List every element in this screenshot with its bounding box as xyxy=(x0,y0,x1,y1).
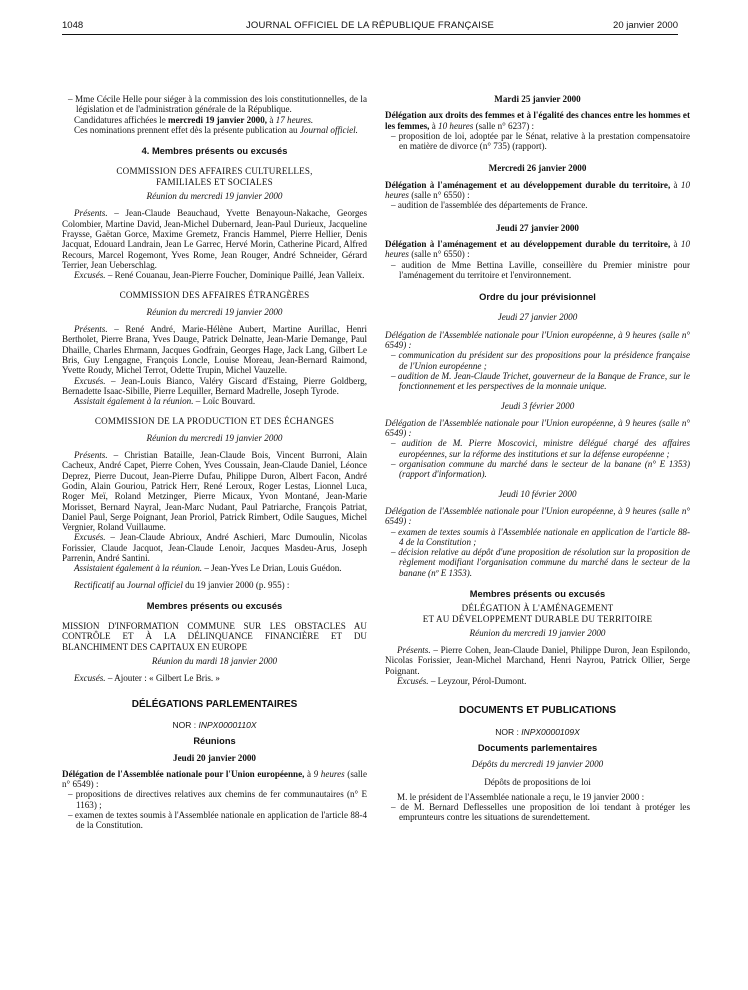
dat1-item: – audition de l'assemblée des départements de France. xyxy=(391,200,588,211)
cae-excuses: Excusés. – Jean-Louis Bianco, Valéry Giscard d'Estaing, Pierre Goldberg, Bernadette Isaac-Sibille, Pierre Lequiller, Bernard Madrelle, Joseph Tyrode. xyxy=(62,375,367,396)
del-ue-item-1: – propositions de directives relatives aux chemins de fer communautaires (n° E 1163) ; xyxy=(68,789,367,810)
od2-heading: Délégation de l'Assemblée nationale pour l'Union européenne, à 9 heures (salle n° 6549) : xyxy=(385,417,690,439)
od2-item-1: – audition de M. Pierre Moscovici, ministre délégué chargé des affaires européennes, sur la réforme des institutions et sur la défense européenne ; xyxy=(391,438,690,459)
cpe-date: Réunion du mercredi 19 janvier 2000 xyxy=(146,432,283,443)
header-rule xyxy=(62,34,678,35)
dat-excuses: Excusés. – Leyzour, Pérol-Dumont. xyxy=(397,676,527,687)
od3-item-1: – examen de textes soumis à l'Assemblée nationale en application de l'article 88-4 de la Constitution ; xyxy=(391,526,690,547)
cae-presents: Présents. – René André, Marie-Hélène Aubert, Martine Aurillac, Henri Bertholet, Pierre Brana, Yves Dauge, Patrick Delnatte, Jean-Marie Demange, Paul Dhaille, Charles Ehrmann, Jacques Godfrain, Georges Hage, Jack Lang, Gilbert Le Bris, Guy Lengagne, François Loncle, Louise Moreau, Jean-Bernard Raimond, Yvette Roudy, Michel Terrot, Odette Trupin, Michel Vauzelle. xyxy=(62,324,367,376)
dat2-item: – audition de Mme Bettina Laville, conseillère du Premier ministre pour l'aménagement du territoire et l'environnement. xyxy=(391,259,690,280)
delegations-heading: DÉLÉGATIONS PARLEMENTAIRES xyxy=(131,698,298,710)
left-column xyxy=(62,94,367,831)
od1-item-1: – communication du président sur des propositions pour la présidence française de l'Union européenne ; xyxy=(391,350,690,371)
mission-date: Réunion du mardi 18 janvier 2000 xyxy=(151,656,278,667)
dat-date: Réunion du mercredi 19 janvier 2000 xyxy=(469,627,606,638)
mardi-25-heading: Mardi 25 janvier 2000 xyxy=(494,94,581,104)
cac-excuses: Excusés. – René Couanau, Jean-Pierre Foucher, Dominique Paillé, Jean Valleix. xyxy=(74,270,365,281)
page-number: 1048 xyxy=(62,20,84,31)
depots-date: Dépôts du mercredi 19 janvier 2000 xyxy=(471,759,604,770)
documents-heading: DOCUMENTS ET PUBLICATIONS xyxy=(458,705,617,717)
nor-reference-right: NOR : INPX0000109X xyxy=(495,726,580,737)
page-header xyxy=(62,20,678,34)
cpe-presents: Présents. – Christian Bataille, Jean-Claude Bois, Vincent Burroni, Alain Cacheux, André Capet, Pierre Cohen, Yves Coussain, Jean-Claude Daniel, Léonce Deprez, Pierre Ducout, Jean-Pierre Dufau, Philippe Duron, Albert Facon, André Godin, Alain Gouriou, Patrick Herr, René Leroux, Roger Lestas, Lionnel Luca, Roger Meï, Roland Metzinger, Pierre Micaux, Yvon Montané, Jean-Marie Morisset, Bernard Nayral, Jean-Marc Nudant, Paul Patriarche, François Patriat, Daniel Paul, Serge Poignant, Jean Proriol, Patrick Rimbert, Odile Saugues, Michel Vergnier, Roland Vuillaume. xyxy=(62,450,367,533)
jeudi-20-heading: Jeudi 20 janvier 2000 xyxy=(173,752,256,763)
cae-title: COMMISSION DES AFFAIRES ÉTRANGÈRES xyxy=(119,290,310,301)
section-heading-members: 4. Membres présents ou excusés xyxy=(141,146,288,157)
nor-reference: NOR : INPX0000110X xyxy=(172,719,257,730)
cac-title: COMMISSION DES AFFAIRES CULTURELLES, FAMILIALES ET SOCIALES xyxy=(116,166,313,187)
cae-date: Réunion du mercredi 19 janvier 2000 xyxy=(146,306,283,317)
dat-title: DÉLÉGATION À L'AMÉNAGEMENT ET AU DÉVELOPPEMENT DURABLE DU TERRITOIRE xyxy=(422,603,653,624)
membres-heading-right: Membres présents ou excusés xyxy=(469,588,606,599)
jeudi-27-heading: Jeudi 27 janvier 2000 xyxy=(496,222,579,233)
intro-candidate: – Mme Cécile Helle pour siéger à la commission des lois constitutionnelles, de la législation et de l'administration générale de la République. xyxy=(68,94,367,115)
right-column xyxy=(385,94,690,823)
cpe-excuses: Excusés. – Jean-Claude Abrioux, André Aschieri, Marc Dumoulin, Nicolas Forissier, Claude Jacquot, Jean-Claude Lenoir, Jacques Masdeu-Arus, Joseph Parrenin, André Santini. xyxy=(62,532,367,563)
cpe-assistaient: Assistaient également à la réunion. – Jean-Yves Le Drian, Louis Guédon. xyxy=(74,563,342,574)
issue-date: 20 janvier 2000 xyxy=(613,20,678,31)
od-jeudi-27: Jeudi 27 janvier 2000 xyxy=(497,312,578,323)
cac-presents: Présents. – Jean-Claude Beauchaud, Yvette Benayoun-Nakache, Georges Colombier, Martine David, Jean-Michel Dubernard, Jean-Paul Durieux, Jacqueline Fraysse, Gaëtan Gorce, Maxime Gremetz, Francis Hammel, Pierre Hellier, Denis Jacquat, Edouard Landrain, Jean Le Garrec, Hervé Morin, Catherine Picard, Alfred Recours, Marcel Rogemont, Yves Rome, Jean Rouger, André Schneider, Gérard Terrier, Jean Ueberschlag. xyxy=(62,208,367,270)
od3-item-2: – décision relative au dépôt d'une proposition de résolution sur la proposition de règlement modifiant l'organisation commune du marché dans le secteur de la banane (nº E 1353). xyxy=(391,547,690,578)
dat1-heading: Délégation à l'aménagement et au développement durable du territoire, à 10 heures (salle n° 6550) : xyxy=(385,179,690,201)
del-ue-item-2: – examen de textes soumis à l'Assemblée nationale en application de l'article 88-4 de la Constitution. xyxy=(68,810,367,831)
cac-date: Réunion du mercredi 19 janvier 2000 xyxy=(146,191,283,202)
intro-candidatures: Candidatures affichées le mercredi 19 janvier 2000, à 17 heures. xyxy=(74,114,314,125)
od3-heading: Délégation de l'Assemblée nationale pour l'Union européenne, à 9 heures (salle n° 6549) : xyxy=(385,505,690,527)
membres-heading: Membres présents ou excusés xyxy=(146,600,283,611)
depot-text: M. le président de l'Assemblée nationale a reçu, le 19 janvier 2000 : xyxy=(397,791,645,802)
ddf-item: – proposition de loi, adoptée par le Sénat, relative à la prestation compensatoire en matière de divorce (n° 735) (rapport). xyxy=(391,130,690,152)
dat2-heading: Délégation à l'aménagement et au développement durable du territoire, à 10 heures (salle n° 6550) : xyxy=(385,238,690,260)
od-jeudi-3: Jeudi 3 février 2000 xyxy=(500,400,575,411)
mission-title: MISSION D'INFORMATION COMMUNE SUR LES OBSTACLES AU CONTRÔLE ET À LA DÉLINQUANCE FINANCIÈRE ET DU BLANCHIMENT DES CAPITAUX EN EUROPE xyxy=(62,621,367,652)
reunions-heading: Réunions xyxy=(193,736,236,747)
rectificatif: Rectificatif au Journal officiel du 19 janvier 2000 (p. 955) : xyxy=(74,579,290,590)
journal-title: JOURNAL OFFICIEL DE LA RÉPUBLIQUE FRANÇAISE xyxy=(245,20,495,31)
od1-item-2: – audition de M. Jean-Claude Trichet, gouverneur de la Banque de France, sur le fonctionnement et les perspectives de la monnaie unique. xyxy=(391,370,690,392)
dat-presents: Présents. – Pierre Cohen, Jean-Claude Daniel, Philippe Duron, Jean Espilondo, Nicolas Forissier, Jean-Michel Marchand, Henri Nayrou, Patrick Ollier, Serge Poignant. xyxy=(385,645,690,676)
docparl-heading: Documents parlementaires xyxy=(477,742,598,753)
del-ue-heading: Délégation de l'Assemblée nationale pour l'Union européenne, à 9 heures (salle n° 6549) : xyxy=(62,768,367,790)
mission-excuses: Excusés. – Ajouter : « Gilbert Le Bris. » xyxy=(74,673,220,684)
cae-assistait: Assistait également à la réunion. – Loïc Bouvard. xyxy=(74,396,256,407)
intro-nominations: Ces nominations prennent effet dès la présente publication au Journal officiel. xyxy=(74,124,358,135)
depots-subheading: Dépôts de propositions de loi xyxy=(484,776,591,787)
mercredi-26-heading: Mercredi 26 janvier 2000 xyxy=(488,163,587,174)
ddf-heading: Délégation aux droits des femmes et à l'égalité des chances entre les hommes et les femmes, à 10 heures (salle n° 6237) : xyxy=(385,110,690,131)
ordre-heading: Ordre du jour prévisionnel xyxy=(479,292,596,303)
od2-item-2: – organisation commune du marché dans le secteur de la banane (n° E 1353) (rapport d'information). xyxy=(391,459,690,480)
od-jeudi-10: Jeudi 10 février 2000 xyxy=(498,488,577,499)
depot-item: – de M. Bernard Deflesselles une proposition de loi tendant à protéger les emprunteurs contre les situations de surendettement. xyxy=(391,802,690,823)
od1-heading: Délégation de l'Assemblée nationale pour l'Union européenne, à 9 heures (salle n° 6549) : xyxy=(385,329,690,351)
cpe-title: COMMISSION DE LA PRODUCTION ET DES ÉCHANGES xyxy=(94,416,335,427)
